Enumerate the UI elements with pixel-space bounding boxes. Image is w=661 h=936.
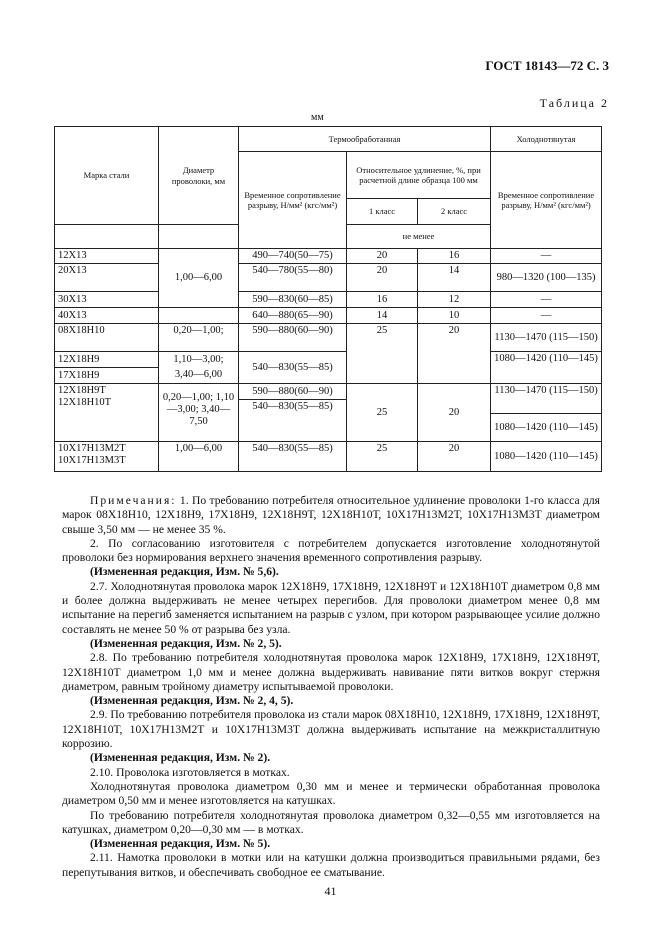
revision-note: (Измененная редакция, Изм. № 5,6). — [90, 565, 279, 579]
row-class1: 20 — [347, 249, 418, 264]
header-class-2: 2 класс — [418, 199, 491, 225]
clause-2-8: 2.8. По требованию потребителя холоднотянутая проволока марок 12Х18Н9, 17Х18Н9, 12Х18Н9Т, 12Х18Н10Т диаметром 1,0 мм и менее должна выдерживать навивание пяти витков вокруг стержня диаметром, равным тройному диаметру испытываемой проволоки. — [62, 651, 600, 693]
row-class2: 14 — [418, 264, 491, 292]
header-class-1: 1 класс — [347, 199, 418, 225]
table-units: мм — [311, 112, 324, 123]
row-class1: 14 — [347, 308, 418, 324]
clause-2-11: 2.11. Намотка проволоки в мотки или на катушки должна производиться правильными рядами, без перепутывания витков, и обеспечивать свободное ее сматывание. — [62, 851, 600, 879]
row-strength: 590—830(60—85) — [239, 292, 347, 308]
row-cold: 1130—1470 (115—150) — [491, 324, 602, 352]
row-class2: 12 — [418, 292, 491, 308]
clause-2-7: 2.7. Холоднотянутая проволока марок 12Х18Н9, 17Х18Н9, 12Х18Н9Т и 12Х18Н10Т диаметром 0,8 мм и более должна выдерживать не менее четырех перегибов. Для проволоки диаметром менее 0,8 мм испытание на перегиб заменяется испытанием на разрыв с узлом, при котором разрывающее усилие должно составлять не менее 50 % от разрыва без узла. — [62, 579, 600, 636]
row-class2: 20 — [418, 324, 491, 384]
row-strength: 540—830(55—85) — [239, 400, 347, 442]
row-diameter — [159, 308, 239, 324]
row-grade: 12Х13 — [55, 249, 159, 264]
clause-2-10: 2.10. Проволока изготовляется в мотках. — [90, 765, 290, 779]
page-number: 41 — [324, 884, 337, 898]
note-1-text: 1. По требованию потребителя относительное удлинение проволоки 1-го класса для марок 08Х18Н10, 12Х18Н9, 17Х18Н9, 12Х18Н9Т, 12Х18Н10Т, 10Х17Н13М2Т, 10Х17Н13М3Т диаметром свыше 3,50 мм — не менее 35 %. — [62, 494, 600, 536]
row-grade: 20Х13 — [55, 264, 159, 292]
row-grade: 12Х18Н9Т 12Х18Н10Т — [55, 384, 159, 442]
properties-table — [54, 126, 602, 472]
row-cold: 1080—1420 (110—145) — [491, 442, 602, 472]
row-diameter: 1,10—3,00; — [159, 352, 239, 368]
header-strength: Временное сопротивление разрыву, Н/мм² (кгс/мм²) — [239, 152, 347, 249]
row-class2: 16 — [418, 249, 491, 264]
notes-label: Примечания: — [90, 494, 177, 507]
row-class2: 20 — [418, 384, 491, 442]
row-cold: 1080—1420 (110—145) — [491, 352, 602, 384]
header-cold-drawn: Холоднотянутая — [491, 127, 602, 152]
row-grade: 30Х13 — [55, 292, 159, 308]
running-header: ГОСТ 18143—72 С. 3 — [485, 58, 609, 73]
row-cold: 1130—1470 (115—150) — [491, 384, 602, 414]
row-grade: 10Х17Н13М2Т 10Х17Н13М3Т — [55, 442, 159, 472]
revision-note: (Измененная редакция, Изм. № 2). — [90, 751, 271, 765]
row-cold: 980—1320 (100—135) — [491, 264, 602, 292]
row-class2: 10 — [418, 308, 491, 324]
row-strength: 540—830(55—85) — [239, 442, 347, 472]
row-strength: 540—830(55—85) — [239, 352, 347, 384]
revision-note: (Измененная редакция, Изм. № 2, 5). — [90, 636, 282, 650]
row-strength: 590—880(60—90) — [239, 324, 347, 352]
header-elongation: Относительное удлинение, %, при расчетной длине образца 100 мм — [347, 152, 491, 199]
row-diameter: 1,00—6,00 — [159, 249, 239, 308]
header-not-less: не менее — [347, 225, 491, 249]
header-heat-treated: Термообработанная — [239, 127, 491, 152]
revision-note: (Измененная редакция, Изм. № 2, 4, 5). — [90, 694, 294, 708]
row-strength: 490—740(50—75) — [239, 249, 347, 264]
row-class1: 20 — [347, 264, 418, 292]
header-grade: Марка стали — [55, 127, 159, 225]
row-diameter: 3,40—6,00 — [159, 368, 239, 384]
row-class1: 16 — [347, 292, 418, 308]
row-class2: 20 — [418, 442, 491, 472]
row-strength: 540—780(55—80) — [239, 264, 347, 292]
row-grade: 17Х18Н9 — [55, 368, 159, 384]
revision-note: (Измененная редакция, Изм. № 5). — [90, 837, 271, 851]
note-2: 2. По согласованию изготовителя с потребителем допускается изготовление холоднотянутой проволоки без нормирования верхнего значения временного сопротивления разрыву. — [62, 536, 600, 565]
row-strength: 640—880(65—90) — [239, 308, 347, 324]
clause-2-9: 2.9. По требованию потребителя проволока из стали марок 08Х18Н10, 12Х18Н9, 17Х18Н9, 12Х18Н9Т, 12Х18Н10Т, 10Х17Н13М2Т и 10Х17Н13М3Т должна выдерживать испытание на межкристаллитную коррозию. — [62, 708, 600, 751]
row-cold: — — [491, 308, 602, 324]
table-caption: Таблица 2 — [539, 96, 609, 110]
row-grade: 40Х13 — [55, 308, 159, 324]
row-cold: — — [491, 249, 602, 264]
row-diameter: 0,20—1,00; 1,10—3,00; 3,40—7,50 — [159, 384, 239, 442]
row-strength: 590—880(60—90) — [239, 384, 347, 400]
body-text — [62, 494, 600, 880]
row-grade: 12Х18Н9 — [55, 352, 159, 368]
clause-2-10-c: По требованию потребителя холоднотянутая проволока диаметром 0,32—0,55 мм изготовляется на катушках, диаметром 0,20—0,30 мм — в мотках. — [62, 808, 600, 836]
row-class1: 25 — [347, 384, 418, 442]
header-grade-cont — [55, 225, 159, 249]
row-class1: 25 — [347, 324, 418, 384]
clause-2-10-b: Холоднотянутая проволока диаметром 0,30 мм и менее и термически обработанная проволока диаметром 0,50 мм и менее изготовляется на катушках. — [62, 779, 600, 808]
header-diameter-cont — [159, 225, 239, 249]
header-diameter: Диаметр проволоки, мм — [159, 127, 239, 225]
row-diameter: 0,20—1,00; — [159, 324, 239, 352]
row-cold: 1080—1420 (110—145) — [491, 414, 602, 442]
row-cold: — — [491, 292, 602, 308]
note-1 — [62, 494, 600, 537]
header-cold-strength: Временное сопротивление разрыву, Н/мм² (кгс/мм²) — [491, 152, 602, 249]
row-diameter: 1,00—6,00 — [159, 442, 239, 472]
row-grade: 08Х18Н10 — [55, 324, 159, 352]
row-class1: 25 — [347, 442, 418, 472]
